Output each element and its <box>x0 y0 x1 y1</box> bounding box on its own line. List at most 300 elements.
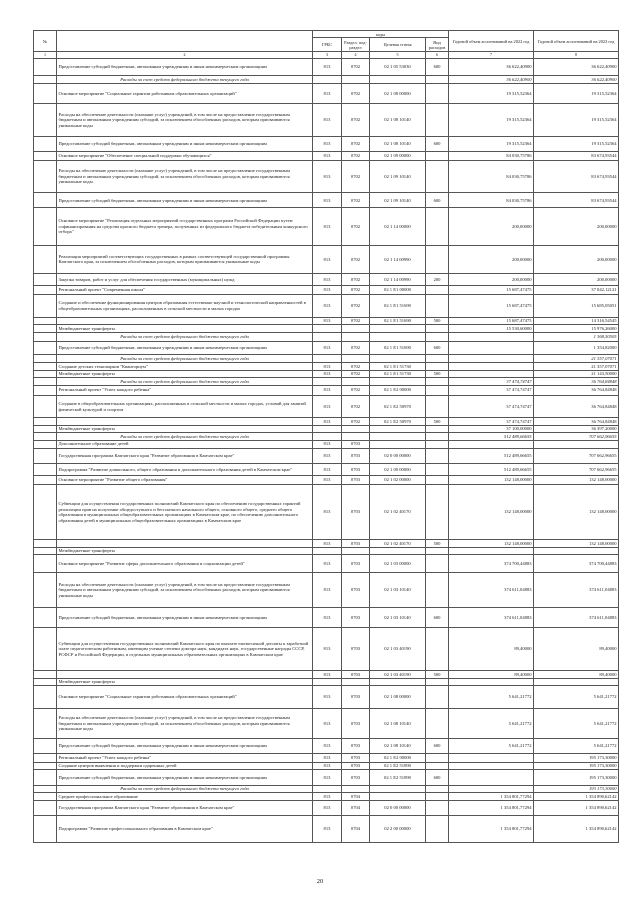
row-name: Предоставление субсидий бюджетным, автономным учреждениям и иным некоммерческим организациям <box>57 341 313 355</box>
row-amount-2022: 1 354 801,77294 <box>449 800 534 815</box>
row-grbs: 813 <box>313 440 342 448</box>
row-amount-2022: 19 315,52364 <box>449 136 534 151</box>
row-target: 02 1 14 00990 <box>370 273 426 286</box>
col-number: 4 <box>342 52 370 59</box>
table-row <box>34 540 619 548</box>
table-row <box>34 800 619 815</box>
row-amount-2022: 89,40000 <box>449 628 534 671</box>
row-amount-2022 <box>449 370 534 378</box>
row-target: 02 1 E2 51890 <box>370 762 426 770</box>
table-row <box>34 440 619 448</box>
row-number <box>34 793 57 801</box>
table-header <box>34 31 619 59</box>
row-amount-2023 <box>534 678 619 686</box>
row-number <box>34 370 57 378</box>
row-grbs: 813 <box>313 246 342 274</box>
row-number <box>34 555 57 573</box>
row-section: 0702 <box>342 193 370 208</box>
table-row <box>34 573 619 608</box>
row-grbs: 813 <box>313 370 342 378</box>
row-number <box>34 363 57 371</box>
row-target <box>370 378 426 386</box>
row-amount-2023: 14 316,54545 <box>534 317 619 325</box>
row-section: 0702 <box>342 286 370 295</box>
row-section: 0702 <box>342 273 370 286</box>
row-number <box>34 440 57 448</box>
row-grbs <box>313 355 342 363</box>
row-section: 0702 <box>342 418 370 426</box>
row-number <box>34 295 57 318</box>
row-section: 0702 <box>342 160 370 193</box>
header-target: Целевая статья <box>370 38 426 52</box>
row-section: 0702 <box>342 370 370 378</box>
row-expense-type <box>426 246 449 274</box>
row-name: Региональный проект "Современная школа" <box>57 286 313 295</box>
row-grbs: 813 <box>313 770 342 785</box>
row-section: 0703 <box>342 540 370 548</box>
row-target: 02 1 E1 51690 <box>370 295 426 318</box>
header-name <box>57 31 313 52</box>
table-row <box>34 433 619 441</box>
row-section: 0702 <box>342 363 370 371</box>
row-number <box>34 58 57 76</box>
table-row <box>34 463 619 476</box>
row-expense-type <box>426 463 449 476</box>
row-amount-2023: 15 685,05051 <box>534 295 619 318</box>
row-expense-type <box>426 754 449 763</box>
row-expense-type <box>426 425 449 433</box>
table-row <box>34 286 619 295</box>
row-name: Субвенции для осуществления государственных полномочий Камчатского края по обеспечению государственных гарантий реализации прав на получение общедоступного и бесплатного начального общего, основного общего, среднего общего образования в муниципальных общеобразовательных организациях в Камчатском крае, по обеспечению дополнительного образования детей в муниципальных общеобразовательных организациях в Камчатском крае <box>57 484 313 539</box>
row-expense-type <box>426 628 449 671</box>
row-expense-type <box>426 440 449 448</box>
row-target <box>370 785 426 793</box>
row-amount-2023: 132 148,00000 <box>534 540 619 548</box>
row-section: 0702 <box>342 246 370 274</box>
row-expense-type <box>426 573 449 608</box>
row-number <box>34 686 57 709</box>
row-grbs: 813 <box>313 136 342 151</box>
table-row <box>34 378 619 386</box>
col-number: 1 <box>34 52 57 59</box>
row-target: 02 1 14 00990 <box>370 246 426 274</box>
row-grbs: 813 <box>313 395 342 418</box>
table-row <box>34 793 619 801</box>
row-number <box>34 540 57 548</box>
table-row <box>34 678 619 686</box>
row-amount-2023 <box>534 440 619 448</box>
row-section <box>342 355 370 363</box>
row-section: 0704 <box>342 815 370 843</box>
row-number <box>34 433 57 441</box>
row-section: 0703 <box>342 608 370 628</box>
table-body <box>34 58 619 843</box>
row-target: 02 1 08 10140 <box>370 103 426 136</box>
row-amount-2022: 37 474,74747 <box>449 418 534 426</box>
row-target <box>370 355 426 363</box>
row-target: 02 1 02 40170 <box>370 540 426 548</box>
row-target: 02 1 E2 50970 <box>370 418 426 426</box>
row-section <box>342 378 370 386</box>
table-row <box>34 317 619 325</box>
row-section: 0704 <box>342 800 370 815</box>
row-amount-2023: 36 764,84848 <box>534 385 619 395</box>
row-grbs: 813 <box>313 686 342 709</box>
row-amount-2022 <box>449 332 534 341</box>
row-name: Предоставление субсидий бюджетным, автономным учреждениям и иным некоммерческим организациям <box>57 608 313 628</box>
row-amount-2022: 36 622,40900 <box>449 76 534 84</box>
row-amount-2022: 37 474,74747 <box>449 395 534 418</box>
row-amount-2022: 19 315,52364 <box>449 83 534 103</box>
table-row <box>34 58 619 76</box>
row-section: 0703 <box>342 671 370 679</box>
col-number: 5 <box>370 52 426 59</box>
row-target: 02 1 09 10140 <box>370 193 426 208</box>
row-name: Расходы за счет средств федерального бюджета текущего года <box>57 332 313 341</box>
row-amount-2022: 132 148,00000 <box>449 476 534 485</box>
row-number <box>34 151 57 160</box>
row-expense-type: 600 <box>426 608 449 628</box>
row-amount-2023: 200,00000 <box>534 246 619 274</box>
table-row <box>34 628 619 671</box>
row-grbs: 813 <box>313 193 342 208</box>
row-number <box>34 678 57 686</box>
row-amount-2023: 132 148,00000 <box>534 484 619 539</box>
table-row <box>34 332 619 341</box>
header-section: Раздел, под-раздел <box>342 38 370 52</box>
row-amount-2022 <box>449 678 534 686</box>
row-expense-type <box>426 76 449 84</box>
row-number <box>34 785 57 793</box>
row-target: 02 1 E1 51690 <box>370 341 426 355</box>
row-name: Среднее профессиональное образование <box>57 793 313 801</box>
row-section <box>342 785 370 793</box>
row-expense-type: 500 <box>426 540 449 548</box>
row-name: Расходы за счет средств федерального бюджета текущего года <box>57 76 313 84</box>
row-name <box>57 418 313 426</box>
row-expense-type <box>426 286 449 295</box>
row-grbs: 813 <box>313 573 342 608</box>
row-target <box>370 76 426 84</box>
row-section: 0702 <box>342 151 370 160</box>
row-amount-2022: 1 354 801,77294 <box>449 815 534 843</box>
row-section: 0703 <box>342 762 370 770</box>
row-grbs: 813 <box>313 540 342 548</box>
row-amount-2023: 374 700,44883 <box>534 555 619 573</box>
table-row <box>34 555 619 573</box>
row-grbs: 813 <box>313 671 342 679</box>
row-name: Реализация мероприятий соответствующих государственных в рамках соответствующей государственной программы Камчатского края, за исключением обособленных расходов, которым присваиваются уникальные коды <box>57 246 313 274</box>
row-name: Создание в общеобразовательных организациях, расположенных в сельской местности и малых городах, условий для занятий физической культурой и спортом <box>57 395 313 418</box>
row-section <box>342 76 370 84</box>
row-section: 0702 <box>342 395 370 418</box>
row-name: Предоставление субсидий бюджетным, автономным учреждениям и иным некоммерческим организациям <box>57 739 313 754</box>
row-section: 0702 <box>342 341 370 355</box>
row-number <box>34 754 57 763</box>
row-name: Расходы за счет средств федерального бюджета текущего года <box>57 378 313 386</box>
row-amount-2022: 132 148,00000 <box>449 540 534 548</box>
row-grbs: 813 <box>313 800 342 815</box>
table-row <box>34 608 619 628</box>
table-row <box>34 295 619 318</box>
row-target: 02 1 08 00000 <box>370 83 426 103</box>
row-name: Расходы на обеспечение деятельности (оказание услуг) учреждений, в том числе на предоставление государственным бюджетным и автономным учреждениям субсидий, за исключением обособленных расходов, которым присваиваются уникальные коды <box>57 708 313 738</box>
row-expense-type <box>426 815 449 843</box>
table-row <box>34 103 619 136</box>
row-number <box>34 800 57 815</box>
row-number <box>34 103 57 136</box>
row-amount-2022: 374 700,44883 <box>449 555 534 573</box>
row-target: 02 1 E1 51730 <box>370 363 426 371</box>
row-amount-2022 <box>449 754 534 763</box>
row-target: 02 1 03 40190 <box>370 628 426 671</box>
page-number: 20 <box>316 878 324 885</box>
row-amount-2022: 37 100,00000 <box>449 425 534 433</box>
row-grbs: 813 <box>313 295 342 318</box>
row-target: 02 1 03 40190 <box>370 671 426 679</box>
row-number <box>34 418 57 426</box>
row-grbs: 813 <box>313 448 342 463</box>
row-number <box>34 425 57 433</box>
row-name: Основное мероприятие "Социальные гарантии работникам образовательных организаций" <box>57 686 313 709</box>
row-amount-2023: 707 662,96655 <box>534 448 619 463</box>
row-grbs: 813 <box>313 815 342 843</box>
row-amount-2022: 15 530,60000 <box>449 325 534 333</box>
table-row <box>34 355 619 363</box>
row-amount-2023: 36 397,20000 <box>534 425 619 433</box>
row-section: 0703 <box>342 770 370 785</box>
col-number: 7 <box>449 52 534 59</box>
row-target: 02 1 08 10140 <box>370 739 426 754</box>
row-amount-2023: 707 662,96655 <box>534 433 619 441</box>
row-expense-type <box>426 355 449 363</box>
row-expense-type <box>426 363 449 371</box>
row-section <box>342 678 370 686</box>
row-name: Региональный проект "Успех каждого ребенка" <box>57 385 313 395</box>
row-amount-2022: 1 354 801,77294 <box>449 793 534 801</box>
row-amount-2023: 195 173,30000 <box>534 762 619 770</box>
row-expense-type <box>426 708 449 738</box>
row-amount-2023: 21 143,50000 <box>534 370 619 378</box>
row-section <box>342 325 370 333</box>
row-section: 0702 <box>342 103 370 136</box>
row-name: Межбюджетные трансферты <box>57 547 313 555</box>
row-section: 0703 <box>342 686 370 709</box>
row-expense-type: 500 <box>426 418 449 426</box>
row-target: 02 1 14 00000 <box>370 208 426 246</box>
table-row <box>34 76 619 84</box>
row-expense-type <box>426 793 449 801</box>
row-section: 0703 <box>342 484 370 539</box>
row-target: 02 1 E2 50970 <box>370 395 426 418</box>
row-amount-2022: 512 489,66655 <box>449 433 534 441</box>
row-target: 02 1 02 40170 <box>370 484 426 539</box>
row-name: Подпрограмма "Развитие профессионального образования в Камчатском крае" <box>57 815 313 843</box>
row-amount-2022 <box>449 355 534 363</box>
row-grbs: 813 <box>313 739 342 754</box>
row-number <box>34 671 57 679</box>
row-section: 0703 <box>342 739 370 754</box>
row-number <box>34 762 57 770</box>
table-row <box>34 448 619 463</box>
row-amount-2023: 5 641,21772 <box>534 739 619 754</box>
row-section: 0702 <box>342 317 370 325</box>
row-number <box>34 317 57 325</box>
row-number <box>34 395 57 418</box>
row-amount-2023: 1 354 890,62142 <box>534 815 619 843</box>
row-section: 0702 <box>342 208 370 246</box>
row-expense-type: 500 <box>426 317 449 325</box>
budget-table <box>33 30 619 843</box>
row-amount-2023: 195 173,30000 <box>534 754 619 763</box>
table-row <box>34 151 619 160</box>
row-target: 02 1 E2 51890 <box>370 770 426 785</box>
row-amount-2022: 512 489,66655 <box>449 448 534 463</box>
row-target <box>370 547 426 555</box>
row-section <box>342 433 370 441</box>
row-target: 02 1 00 00000 <box>370 463 426 476</box>
row-expense-type: 600 <box>426 739 449 754</box>
row-grbs: 813 <box>313 341 342 355</box>
row-section <box>342 547 370 555</box>
table-row <box>34 83 619 103</box>
row-target: 02 1 E2 00000 <box>370 754 426 763</box>
row-grbs: 813 <box>313 208 342 246</box>
row-amount-2023: 89,40000 <box>534 671 619 679</box>
header-grbs: ГРБС <box>313 38 342 52</box>
row-section: 0703 <box>342 440 370 448</box>
row-target: 02 1 03 00000 <box>370 555 426 573</box>
table-row <box>34 370 619 378</box>
row-name: Расходы за счет средств федерального бюджета текущего года <box>57 433 313 441</box>
row-name: Основное мероприятие "Реализация отдельных мероприятий государственных программ Российской Федерации путем софинансирования на средства красного бюджета тренера, полученных из федерального бюджета победительным конкурсного отбора" <box>57 208 313 246</box>
row-name: Субвенции для осуществления государственных полномочий Камчатского края по выплате ежемесячной доплаты к заработной плате педагогическим работникам, имеющим ученые степени доктора наук, кандидата наук, государственные награды СССР, РСФСР и Российской Федерации, в отдельных муниципальных образовательных организациях в Камчатском крае <box>57 628 313 671</box>
table-row <box>34 547 619 555</box>
row-grbs <box>313 425 342 433</box>
row-target <box>370 678 426 686</box>
row-name: Межбюджетные трансферты <box>57 370 313 378</box>
row-target: 02 1 08 10140 <box>370 708 426 738</box>
row-number <box>34 160 57 193</box>
row-target <box>370 425 426 433</box>
row-target: 02 2 00 00000 <box>370 815 426 843</box>
table-row <box>34 770 619 785</box>
row-name: Предоставление субсидий бюджетным, автономным учреждениям и иным некоммерческим организациям <box>57 770 313 785</box>
table-row <box>34 418 619 426</box>
table-row <box>34 425 619 433</box>
row-number <box>34 286 57 295</box>
row-target <box>370 332 426 341</box>
row-amount-2023: 19 315,52364 <box>534 83 619 103</box>
row-target: 02 1 09 10140 <box>370 160 426 193</box>
row-grbs <box>313 76 342 84</box>
row-target: 02 1 09 00000 <box>370 151 426 160</box>
table-row <box>34 476 619 485</box>
row-number <box>34 76 57 84</box>
row-number <box>34 355 57 363</box>
row-number <box>34 385 57 395</box>
row-expense-type: 600 <box>426 58 449 76</box>
row-grbs: 813 <box>313 754 342 763</box>
row-number <box>34 463 57 476</box>
row-number <box>34 628 57 671</box>
row-amount-2023: 1 354 890,62142 <box>534 800 619 815</box>
row-number <box>34 208 57 246</box>
row-expense-type <box>426 295 449 318</box>
row-amount-2023: 21 357,07071 <box>534 363 619 371</box>
row-section: 0703 <box>342 573 370 608</box>
row-grbs: 813 <box>313 708 342 738</box>
row-name: Региональный проект "Успех каждого ребенка" <box>57 754 313 763</box>
header-year-2022: Годовой объем ассигнований на 2022 год <box>449 31 534 52</box>
row-target: 02 0 00 00000 <box>370 448 426 463</box>
row-amount-2023: 19 315,52364 <box>534 136 619 151</box>
row-grbs: 813 <box>313 793 342 801</box>
row-target: 02 1 E1 00000 <box>370 286 426 295</box>
row-number <box>34 739 57 754</box>
row-amount-2023: 36 622,40900 <box>534 58 619 76</box>
row-amount-2022 <box>449 341 534 355</box>
row-number <box>34 484 57 539</box>
row-expense-type <box>426 325 449 333</box>
table-row <box>34 484 619 539</box>
row-grbs <box>313 378 342 386</box>
row-expense-type <box>426 484 449 539</box>
row-target <box>370 793 426 801</box>
row-expense-type <box>426 678 449 686</box>
row-grbs <box>313 785 342 793</box>
row-section: 0702 <box>342 58 370 76</box>
row-section: 0703 <box>342 476 370 485</box>
col-number: 8 <box>534 52 619 59</box>
row-number <box>34 708 57 738</box>
row-grbs: 813 <box>313 317 342 325</box>
header-year-2023: Годовой объем ассигнований на 2023 год <box>534 31 619 52</box>
row-name: Государственная программа Камчатского края "Развитие образования в Камчатском крае" <box>57 448 313 463</box>
row-name: Дополнительное образование детей <box>57 440 313 448</box>
row-grbs: 813 <box>313 418 342 426</box>
row-name: Создание детских технопарков "Кванториум" <box>57 363 313 371</box>
row-number <box>34 378 57 386</box>
row-amount-2022: 19 315,52364 <box>449 103 534 136</box>
row-name <box>57 540 313 548</box>
row-amount-2023: 707 662,96655 <box>534 463 619 476</box>
table-row <box>34 739 619 754</box>
row-grbs: 813 <box>313 628 342 671</box>
row-grbs <box>313 325 342 333</box>
row-section: 0703 <box>342 463 370 476</box>
row-grbs: 813 <box>313 151 342 160</box>
row-name: Предоставление субсидий бюджетным, автономным учреждениям и иным некоммерческим организациям <box>57 136 313 151</box>
row-section: 0703 <box>342 628 370 671</box>
row-expense-type: 600 <box>426 770 449 785</box>
row-name: Предоставление субсидий бюджетным, автономным учреждениям и иным некоммерческим организациям <box>57 193 313 208</box>
row-name: Основное мероприятие "Развитие общего образования" <box>57 476 313 485</box>
row-number <box>34 547 57 555</box>
row-amount-2022: 132 148,00000 <box>449 484 534 539</box>
row-number <box>34 341 57 355</box>
row-grbs <box>313 547 342 555</box>
table-row <box>34 815 619 843</box>
row-name: Основное мероприятие "Социальные гарантии работникам образовательных организаций" <box>57 83 313 103</box>
row-amount-2022: 36 622,40900 <box>449 58 534 76</box>
row-amount-2022: 5 641,21772 <box>449 686 534 709</box>
row-amount-2022: 37 474,74747 <box>449 385 534 395</box>
row-target <box>370 433 426 441</box>
row-number <box>34 770 57 785</box>
table-row <box>34 273 619 286</box>
header-expense-type: Вид расходов <box>426 38 449 52</box>
